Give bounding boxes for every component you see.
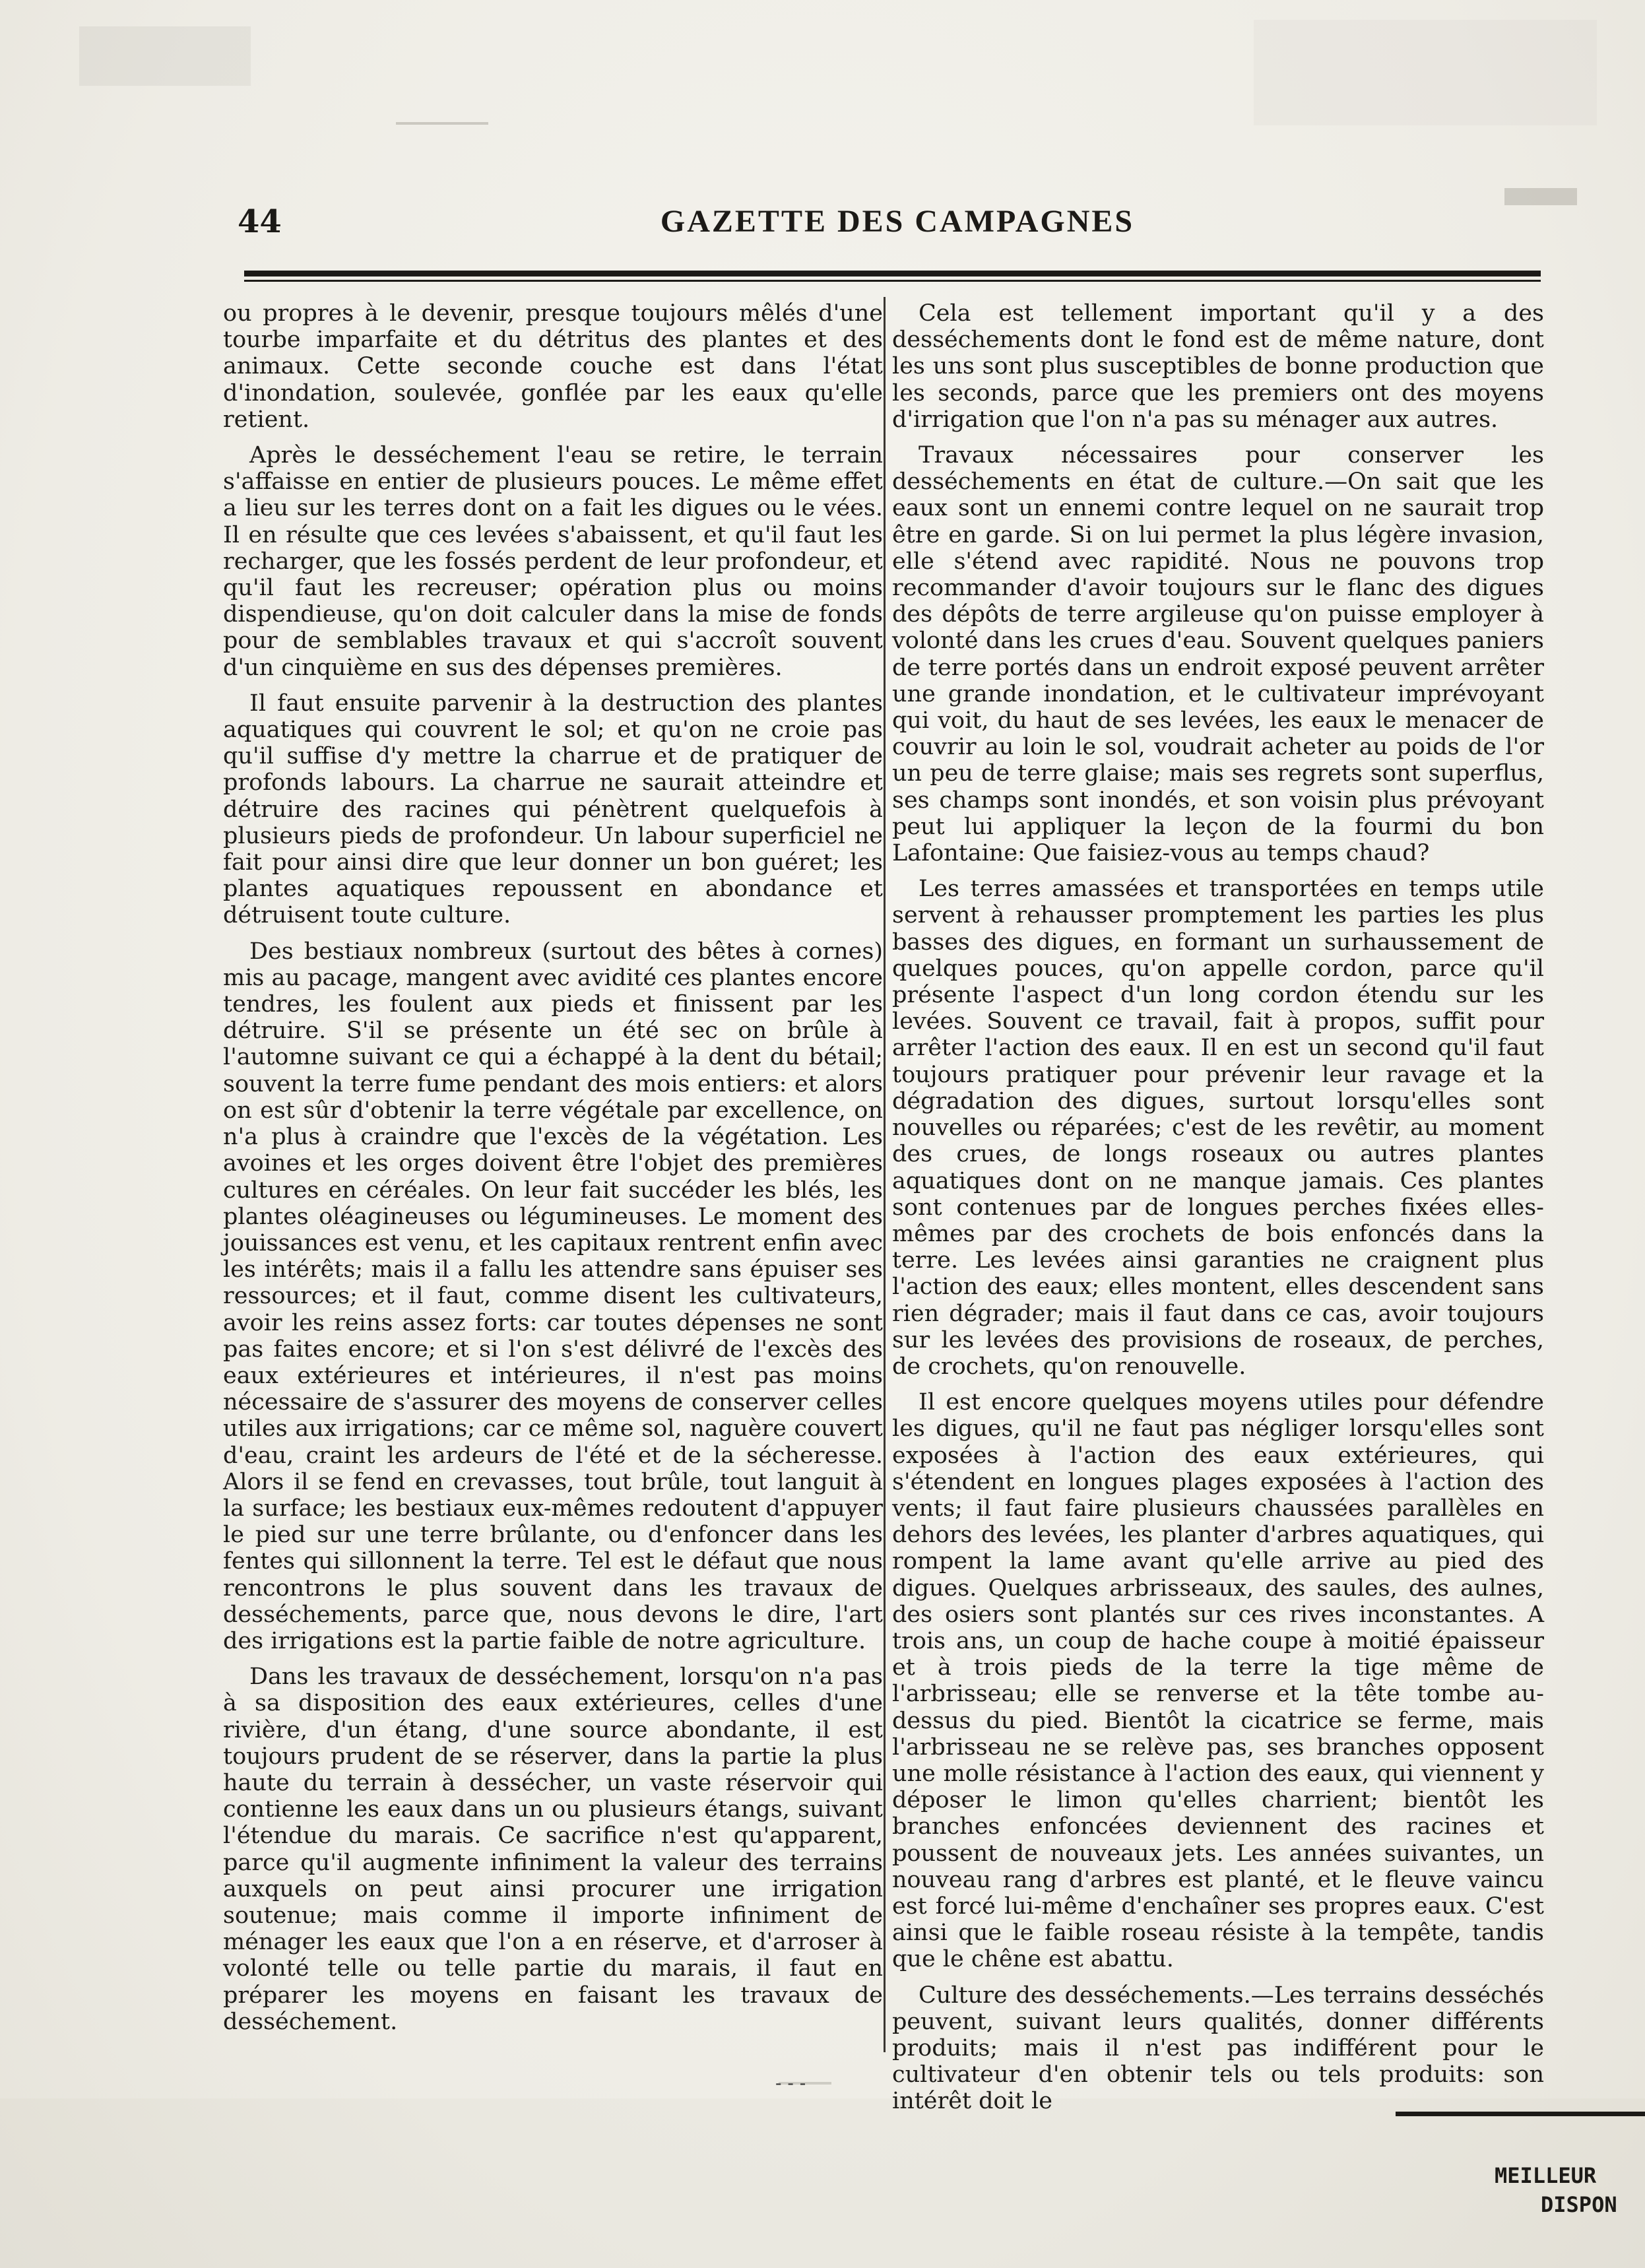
right-column [892,300,1544,2115]
stamp-line-1: MEILLEUR [1495,2163,1597,2188]
paragraph: Il faut ensuite parvenir à la destruction des plantes aquatiques qui couvrent le sol; et qu'on ne croie pas qu'il suffise d'y mettre la charrue et de pratiquer de profonds labours. La charrue ne saurait atteindre et détruire des racines qui pénètrent quelquefois à plusieurs pieds de profondeur. Un labour superficiel ne fait pour ainsi dire que leur donner un bon guéret; les plantes aquatiques repoussent en abondance et détruisent toute culture. [223,690,883,929]
stamp-rule [1396,2112,1645,2116]
paragraph: Des bestiaux nombreux (surtout des bêtes à cornes) mis au pacage, mangent avec avidité ces plantes encore tendres, les foulent aux pieds et finissent par les détruire. S'il se présente un été sec on brûle à l'automne suivant ce qui a échappé à la dent du bétail; souvent la terre fume pendant des mois entiers: et alors on est sûr d'obtenir la terre végétale par excellence, on n'a plus à craindre que l'excès de la végétation. Les avoines et les orges doivent être l'objet des premières cultures en céréales. On leur fait succéder les blés, les plantes oléagineuses ou légumineuses. Le moment des jouissances est venu, et les capitaux rentrent enfin avec les intérêts; mais il a fallu les attendre sans épuiser ses ressources; et il faut, comme disent les cultivateurs, avoir les reins assez forts: car toutes dépenses ne sont pas faites encore; et si l'on s'est délivré de l'excès des eaux extérieures et intérieures, il n'est pas moins nécessaire de s'assurer des moyens de conserver celles utiles aux irrigations; car ce même sol, naguère couvert d'eau, craint les ardeurs de l'été et de la sécheresse. Alors il se fend en crevasses, tout brûle, tout languit à la surface; les bestiaux eux-mêmes redoutent d'appuyer le pied sur une terre brûlante, ou d'enfoncer dans les fentes qui sillonnent la terre. Tel est le défaut que nous rencontrons le plus souvent dans les travaux de desséchements, parce que, nous devons le dire, l'art des irrigations est la partie faible de notre agriculture. [223,938,883,1654]
paragraph: Dans les travaux de desséchement, lorsqu'on n'a pas à sa disposition des eaux extérieures, celles d'une rivière, d'un étang, d'une source abondante, il est toujours prudent de se réserver, dans la partie la plus haute du terrain à dessécher, un vaste réservoir qui contienne les eaux dans un ou plusieurs étangs, suivant l'étendue du marais. Ce sacrifice n'est qu'apparent, parce qu'il augmente infiniment la valeur des terrains auxquels on peut ainsi procurer une irrigation soutenue; mais comme il importe infiniment de ménager les eaux que l'on a en réserve, et d'arroser à volonté telle ou telle partie du marais, il faut en préparer les moyens en faisant les travaux de desséchement. [223,1664,883,2035]
stamp-line-2: DISPON [1541,2192,1617,2217]
paragraph: Après le desséchement l'eau se retire, le terrain s'affaisse en entier de plusieurs pouces. Le même effet a lieu sur les terres dont on a fait les digues ou le vées. Il en résulte que ces levées s'abaissent, et qu'il faut les recharger, que les fossés perdent de leur profondeur, et qu'il faut les recreuser; opération plus ou moins dispendieuse, qu'on doit calculer dans la mise de fonds pour de semblables travaux et qui s'accroît souvent d'un cinquième en sus des dépenses premières. [223,442,883,681]
paragraph: Travaux nécessaires pour conserver les desséchements en état de culture.—On sait que les eaux sont un ennemi contre lequel on ne saurait trop être en garde. Si on lui permet la plus légère invasion, elle s'étend avec rapidité. Nous ne pouvons trop recommander d'avoir toujours sur le flanc des digues des dépôts de terre argileuse qu'on puisse employer à volonté dans les crues d'eau. Souvent quelques paniers de terre portés dans un endroit exposé peuvent arrêter une grande inondation, et le cultivateur imprévoyant qui voit, du haut de ses levées, les eaux le menacer de couvrir au loin le sol, voudrait acheter au poids de l'or un peu de terre glaise; mais ses regrets sont superflus, ses champs sont inondés, et son voisin plus prévoyant peut lui appliquer la leçon de la fourmi du bon Lafontaine: Que faisiez-vous au temps chaud? [892,442,1544,867]
running-head [238,198,1557,244]
paragraph: Cela est tellement important qu'il y a des desséchements dont le fond est de même nature, dont les uns sont plus susceptibles de bonne production que les seconds, parce que les premiers ont des moyens d'irrigation que l'on n'a pas su ménager aux autres. [892,300,1544,433]
column-divider [884,297,886,2052]
left-column [223,300,883,2035]
header-rule-thin [244,280,1541,282]
journal-title: GAZETTE DES CAMPAGNES [660,204,1135,239]
decorative-dashes: - - - [775,2072,806,2094]
page-number: 44 [238,203,282,240]
header-rule-thick [244,271,1541,276]
paragraph: Il est encore quelques moyens utiles pour défendre les digues, qu'il ne faut pas négliger lorsqu'elles sont exposées à l'action des eaux extérieures, qui s'étendent en longues plages exposées à l'action des vents; il faut faire plusieurs chaussées parallèles en dehors des levées, les planter d'arbres aquatiques, qui rompent la lame avant qu'elle arrive au pied des digues. Quelques arbrisseaux, des saules, des aulnes, des osiers sont plantés sur ces rives inconstantes. A trois ans, un coup de hache coupe à moitié épaisseur et à trois pieds de la terre la tige même de l'arbrisseau; elle se renverse et la tête tombe au-dessus du pied. Bientôt la cicatrice se ferme, mais l'arbrisseau ne se relève pas, ses branches opposent une molle résistance à l'action des eaux, qui viennent y déposer le limon qu'elles charrient; bientôt les branches enfoncées deviennent des racines et poussent de nouveaux jets. Les années suivantes, un nouveau rang d'arbres est planté, et le fleuve vaincu est forcé lui-même d'enchaîner ses propres eaux. C'est ainsi que le faible roseau résiste à la tempête, tandis que le chêne est abattu. [892,1389,1544,1973]
archive-stamp [1495,2161,1617,2219]
paragraph: Culture des desséchements.—Les terrains desséchés peuvent, suivant leurs qualités, donner différents produits; mais il n'est pas indifférent pour le cultivateur d'en obtenir tels ou tels produits: son intérêt doit le [892,1982,1544,2115]
paragraph: ou propres à le devenir, presque toujours mêlés d'une tourbe imparfaite et du détritus des plantes et des animaux. Cette seconde couche est dans l'état d'inondation, soulevée, gonflée par les eaux qu'elle retient. [223,300,883,433]
paragraph: Les terres amassées et transportées en temps utile servent à rehausser promptement les parties les plus basses des digues, en formant un surhaussement de quelques pouces, qu'on appelle cordon, parce qu'il présente l'aspect d'un long cordon étendu sur les levées. Souvent ce travail, fait à propos, suffit pour arrêter l'action des eaux. Il en est un second qu'il faut toujours pratiquer pour prévenir leur ravage et la dégradation des digues, surtout lorsqu'elles sont nouvelles ou réparées; c'est de les revêtir, au moment des crues, de longs roseaux ou autres plantes aquatiques dont on ne manque jamais. Ces plantes sont contenues par de longues perches fixées elles-mêmes par des crochets de bois enfoncés dans la terre. Les levées ainsi garanties ne craignent plus l'action des eaux; elles montent, elles descendent sans rien dégrader; mais il faut dans ce cas, avoir toujours sur les levées des provisions de roseaux, de perches, de crochets, qu'on renouvelle. [892,876,1544,1380]
